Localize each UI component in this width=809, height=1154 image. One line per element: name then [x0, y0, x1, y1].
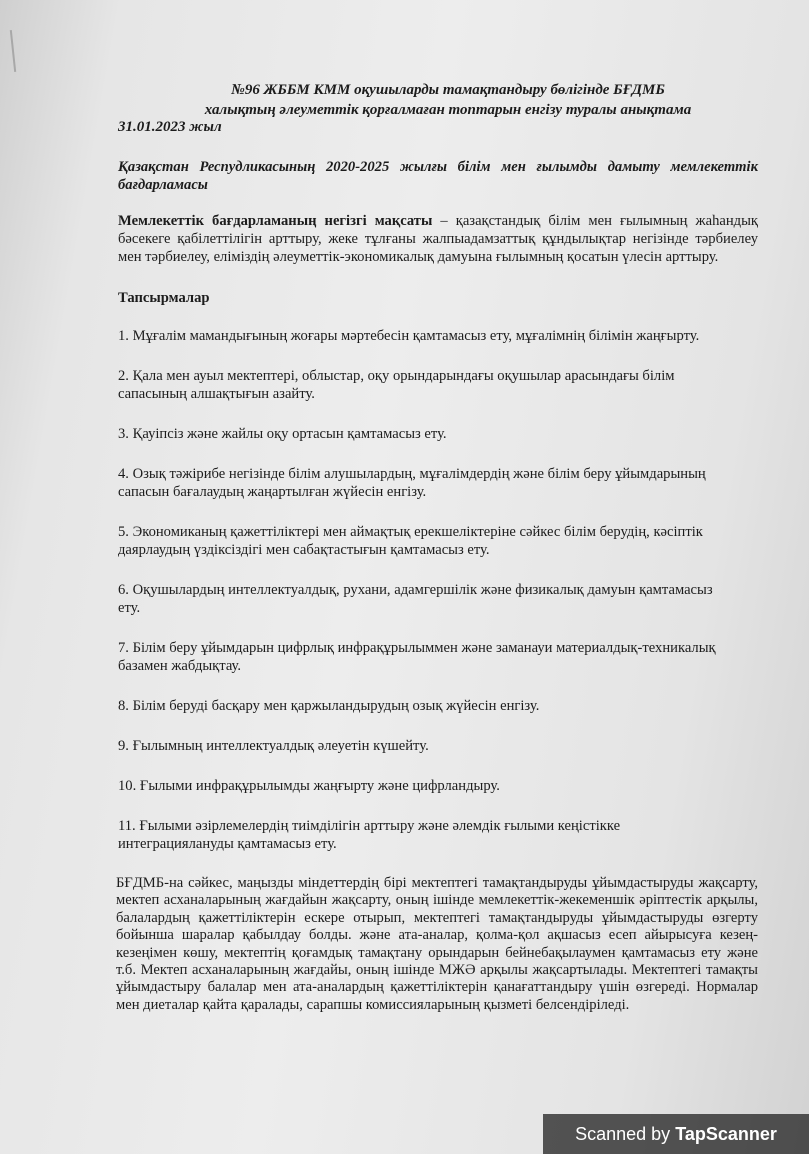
task-list: [118, 327, 758, 853]
watermark-brand: TapScanner: [675, 1124, 777, 1144]
watermark-prefix: Scanned by: [575, 1124, 676, 1144]
tasks-heading: Тапсырмалар: [118, 290, 210, 306]
task-item: 4. Озық тәжірибе негізінде білім алушылардың, мұғалімдердің және білім беру ұйымдарының сапасын бағалаудың жаңартылған жүйесін енгізу.: [118, 466, 706, 500]
document-body: [118, 80, 758, 1014]
task-item: 7. Білім беру ұйымдарын цифрлық инфрақұрылыммен және заманауи материалдық-техникалық базамен жабдықтау.: [118, 640, 716, 674]
title-line-2: халықтың әлеуметтік қорғалмаған топтарын енгізу туралы анықтама: [204, 102, 692, 118]
goal-text: – қазақстандық білім мен ғылымның жаһандық бәсекеге қабілеттілігін арттыру, жеке тұлғаны жалпыадамзаттық құндылықтар негізінде тәрбиелеу мен тәрбиелеу, еліміздің әлеуметтік-экономикалық дамуына ғылымның қосатын үлесін арттыру.: [118, 213, 758, 265]
goal-lead: Мемлекеттік бағдарламаның негізгі мақсаты: [118, 213, 433, 229]
document-date: 31.01.2023 жыл: [118, 119, 222, 135]
task-item: 8. Білім беруді басқару мен қаржыландырудың озық жүйесін енгізу.: [118, 698, 540, 714]
task-item: 11. Ғылыми әзірлемелердің тиімділігін арттыру және әлемдік ғылыми кеңістікке интеграциялануды қамтамасыз ету.: [118, 818, 621, 852]
document-title: [118, 80, 758, 120]
title-line-1: №96 ЖББМ КММ оқушыларды тамақтандыру бөлігінде БҒДМБ: [231, 82, 665, 98]
task-item: 10. Ғылыми инфрақұрылымды жаңғырту және цифрландыру.: [118, 778, 500, 794]
task-item: 2. Қала мен ауыл мектептері, облыстар, оқу орындарындағы оқушылар арасындағы білім сапасының алшақтығын азайту.: [118, 368, 675, 402]
task-item: 9. Ғылымның интеллектуалдық әлеуетін күшейту.: [118, 738, 429, 754]
scanner-watermark: [543, 1114, 809, 1154]
closing-paragraph: БҒДМБ-на сәйкес, маңызды міндеттердің бірі мектептегі тамақтандыруды ұйымдастыруды жақсарту, мектеп асханаларының жағдайын жақсарту, оның ішінде мемлекеттік-жекеменшік әріптестік арқылы, балалардың қажеттіліктерін ескере отырып, мектептегі тамақтандыруды ұйымдастыруды өзгерту бойынша шаралар қабылдау болды. және ата-аналар, қолма-қол ақшасыз есеп айырысуға кезең-кезеңімен көшу, мектептің қоғамдық тамақтану орындарын бейнебақылаумен қамтамасыз ету және т.б. Мектеп асханаларының жағдайы, оның ішінде МЖӘ арқылы жақсартылады. Мектептегі тамақты ұйымдастыру балалар мен ата-аналардың қажеттіліктерін қанағаттандыру үшін өзгереді. Нормалар мен диеталар қайта қаралады, сарапшы комиссияларының қызметі белсендіріледі.: [116, 875, 758, 1013]
task-item: 6. Оқушылардың интеллектуалдық, рухани, адамгершілік және физикалық дамуын қамтамасыз ету.: [118, 582, 713, 616]
goal-paragraph: [118, 212, 758, 266]
scan-mark: [10, 30, 16, 72]
task-item: 3. Қауіпсіз және жайлы оқу ортасын қамтамасыз ету.: [118, 426, 447, 442]
task-item: 1. Мұғалім мамандығының жоғары мәртебесін қамтамасыз ету, мұғалімнің білімін жаңғырту.: [118, 328, 700, 344]
task-item: 5. Экономиканың қажеттіліктері мен аймақтық ерекшеліктеріне сәйкес білім берудің, кәсіптік даярлаудың үздіксіздігі мен сабақтастығын қамтамасыз ету.: [118, 524, 703, 558]
program-title: Қазақстан Респудликасының 2020-2025 жылғы білім мен ғылымды дамыту мемлекеттік бағдарламасы: [118, 159, 758, 193]
